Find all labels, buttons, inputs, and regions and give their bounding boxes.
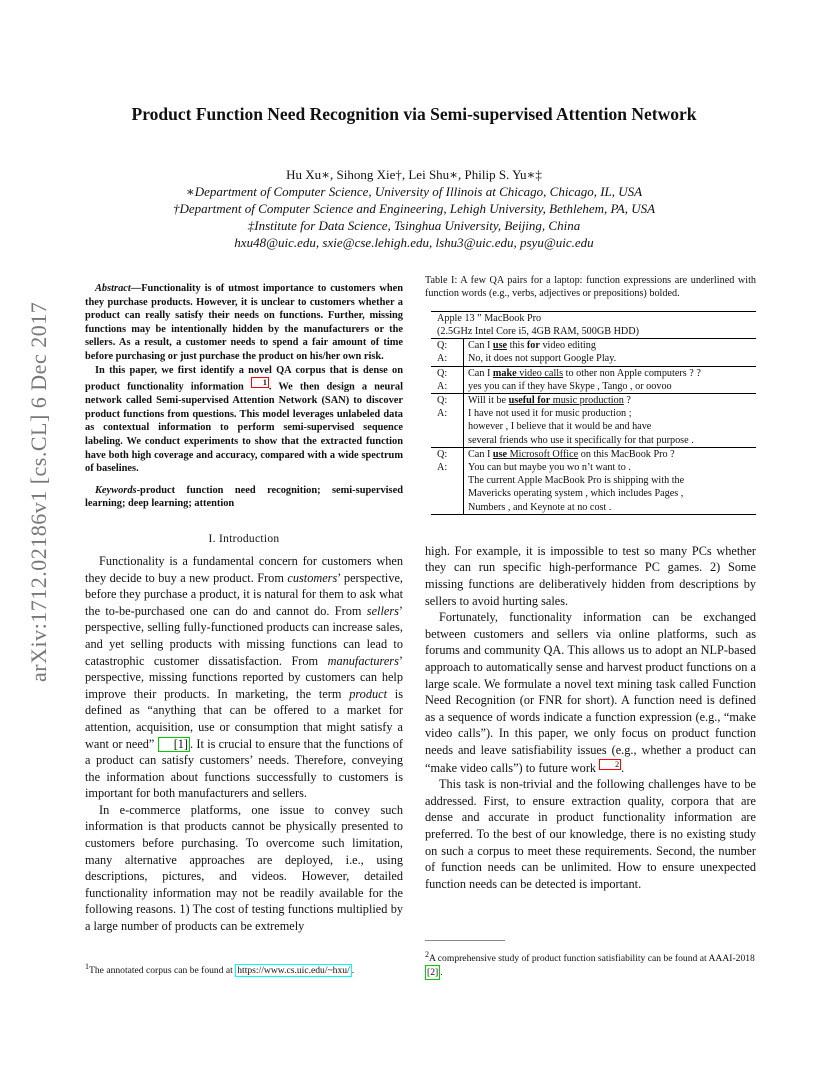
footnote-1: $^1$The annotated corpus can be found at https://www.cs.uic.edu/~hxu/ . bbox=[85, 962, 355, 977]
right-column bbox=[425, 274, 756, 892]
corpus-url-link[interactable]: https://www.cs.uic.edu/~hxu/ bbox=[237, 965, 350, 977]
footnote-link-2[interactable]: 2 bbox=[599, 759, 621, 770]
table-row: A: No, it does not support Google Play. bbox=[431, 352, 756, 366]
abstract-label: Abstract bbox=[95, 283, 131, 294]
abstract-paragraph-2: In this paper, we first identify a novel QA corpus that is dense on product functionality information 1 . We then design a neural network called Semi-supervised Attention Network (SAN) to discover product functions from questions. This model leverages unlabeled data as contextual information to perform semi-supervised sequence labeling. We conduct experiments to show that the extracted function have both high coverage and accuracy, compared with a wide spectrum of baselines. bbox=[85, 364, 403, 475]
right-paragraph-3: This task is non-trivial and the following challenges have to be addressed. First, to ensure extraction quality, corpora that are dense and accurate in product functionality information are preferred. To the best of our knowledge, there is no existing study on such a corpus to meet these requirements. Second, the number of function needs can be unlimited. How to ensure unexpected function needs can be detected is important. bbox=[425, 777, 756, 891]
right-paragraph-2: Fortunately, functionality information can be exchanged between customers and sellers via online platforms, such as forums and community QA. This allows us to adopt an NLP-based approach to automatically sense and harvest product functions on a large scale. We formulate a novel text mining task called Function Need Recognition (or FNR for short). A function need is defined as a sequence of words indicate a function expression (e.g., “make video calls”). In this paper, we only focus on product function needs and leave satisfiability issues (e.g., whether a product can “make video calls”) to future work 2 . bbox=[425, 610, 756, 775]
table-row: (2.5GHz Intel Core i5, 4GB RAM, 500GB HDD) bbox=[437, 326, 640, 338]
keywords: Keywords-product function need recognition; semi-supervised learning; deep learning; attention bbox=[85, 484, 403, 510]
table-row: Q: Will it be useful for music production ? bbox=[431, 394, 756, 408]
table-row: Apple 13 ” MacBook Pro bbox=[437, 312, 542, 324]
footnote-2: $^2$A comprehensive study of product function satisfiability can be found at AAAI-2018 [2] . bbox=[425, 950, 755, 979]
footnote-link-1[interactable]: 1 bbox=[251, 377, 269, 388]
arxiv-identifier: arXiv:1712.02186v1 [cs.CL] 6 Dec 2017 bbox=[26, 301, 51, 683]
author-emails: hxu48@uic.edu, sxie@cse.lehigh.edu, lshu3@uic.edu, psyu@uic.edu bbox=[234, 235, 594, 250]
table-row: A: You can but maybe you wo n’t want to . The current Apple MacBook Pro is shipping with the Mavericks operating system , which includes Pages , Numbers , and Keynote at no cost . bbox=[431, 461, 756, 514]
table-row: A: yes you can if they have Skype , Tango , or oovoo bbox=[431, 380, 756, 394]
citation-link-1[interactable]: [1] bbox=[158, 737, 190, 752]
paper-title: Product Function Need Recognition via Semi-supervised Attention Network bbox=[131, 104, 697, 124]
citation-link-2[interactable]: [2] bbox=[427, 967, 439, 979]
table-row: Q: Can I use this for video editing bbox=[431, 339, 756, 353]
author-block bbox=[80, 166, 748, 251]
affiliation-2: †Department of Computer Science and Engineering, Lehigh University, Bethlehem, PA, USA bbox=[172, 201, 656, 216]
affiliation-1: ∗Department of Computer Science, University of Illinois at Chicago, Chicago, IL, USA bbox=[185, 184, 643, 199]
author-names: Hu Xu∗, Sihong Xie†, Lei Shu∗, Philip S. Yu∗‡ bbox=[286, 167, 542, 182]
intro-paragraph-2: In e-commerce platforms, one issue to convey such information is that products cannot be physically presented to customers before purchasing. To overcome such limitation, many alternative approaches are deployed, i.e., using descriptions, pictures, and videos. However, detailed functionality information may not be readily available for the following reasons. 1) The cost of testing functions multiplied by a large number of products can be extremely bbox=[85, 802, 403, 934]
abstract-paragraph-1: Abstract—Functionality is of utmost importance to customers when they purchase products. However, it is unclear to customers whether a product can really satisfy their needs on functions. Further, missing functions may be intentionally hidden by the manufacturers or the sellers. As a result, a customer needs to spend a fair amount of time before purchasing or just purchase the product on his/her own risk. bbox=[85, 283, 403, 362]
intro-paragraph-1: Functionality is a fundamental concern for customers when they decide to buy a new product. From customers’ perspective, before they purchase a product, it is natural for them to ask what the to-be-purchased one can do and cannot do. From sellers’ perspective, selling fully-functioned products can increase sales, and yet selling products with missing functions can lead to catastrophic customer dissatisfaction. From manufacturers’ perspective, missing functions reported by customers can help improve their products. In marketing, the term product is defined as “anything that can be offered to a market for attention, acquisition, use or consumption that might satisfy a want or need” [1] . It is crucial to ensure that the functions of a product can satisfy customers’ needs. Therefore, conveying the information about functions successfully to customers is important for both manufacturers and sellers. bbox=[85, 553, 404, 801]
affiliation-3: ‡Institute for Data Science, Tsinghua University, Beijing, China bbox=[247, 218, 581, 233]
footnote-divider bbox=[425, 940, 505, 941]
table-row: Q: Can I use Microsoft Office on this MacBook Pro ? bbox=[431, 447, 756, 461]
right-paragraph-1: high. For example, it is impossible to test so many PCs whether they can run specific high-performance PC games. 2) Some missing functions are deliberatively hidden from descriptions by sellers to avoid hurting sales. bbox=[425, 543, 756, 608]
section-heading-introduction: I. Introduction bbox=[208, 532, 280, 545]
table-row: A: I have not used it for music production ; however , I believe that it would be and have several friends who use it specifically for that purpose . bbox=[431, 407, 756, 447]
left-column bbox=[85, 282, 403, 935]
qa-table bbox=[431, 311, 756, 515]
table-caption: Table I: A few QA pairs for a laptop: function expressions are underlined with function words (e.g., verbs, adjectives or prepositions) bolded. bbox=[425, 275, 756, 300]
table-row: Q: Can I make video calls to other non Apple computers ? ? bbox=[431, 366, 756, 380]
